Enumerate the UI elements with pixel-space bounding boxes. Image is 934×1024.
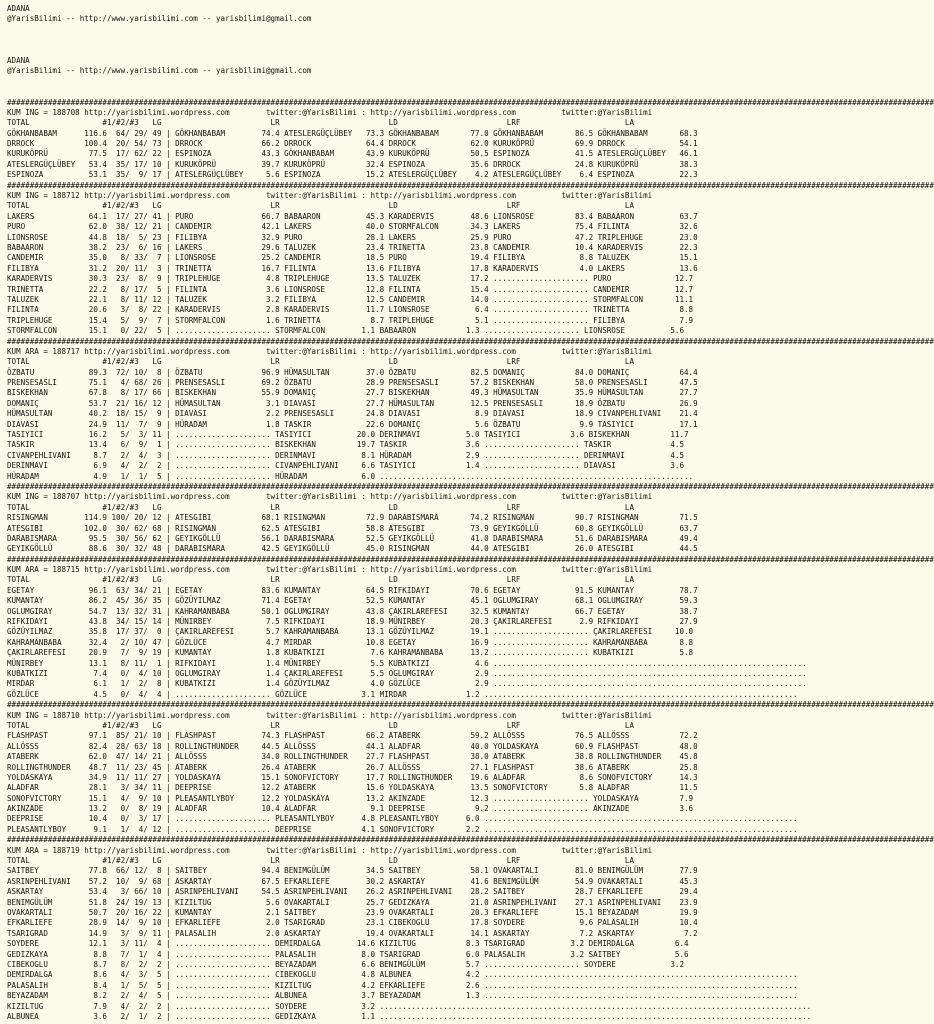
text-line: RISINGMAN 114.9 100/ 20/ 12 | ATESGIBI 68.1 RISINGMAN 72.9 DARABISMARA 74.2 RISINGMAN 90.7 RISINGMAN 71.5 bbox=[7, 513, 698, 523]
text-line: @YarisBilimi -- http://www.yarisbilimi.com -- yarisbilimi@gmail.com bbox=[7, 66, 312, 76]
text-line: TOTAL #1/#2/#3 LG LR LD LRF LA bbox=[7, 502, 635, 512]
text-line: ALBUNEA 3.6 2/ 1/ 2 | ..................... GEDIZKAYA 1.1 ............................................................................................... bbox=[7, 1011, 812, 1021]
text-line: KUM ING = 188708 http://yarisbilimi.wordpress.com twitter:@YarisBilimi : http://yarisbilimi.wordpress.com twitter:@YarisBilimi bbox=[7, 107, 653, 117]
text-line: TRINETTA 22.2 8/ 17/ 5 | FILINTA 3.6 LIONSROSE 12.8 FILINTA 15.4 ..................... CANDEMIR 12.7 bbox=[7, 284, 694, 294]
separator-line: ############################################################################################################################################################################################################ bbox=[7, 481, 934, 491]
text-line: DEMIRDALGA 8.6 4/ 3/ 5 | ..................... CIBEKOGLU 4.8 ALBUNEA 4.2 ..................................................................... bbox=[7, 970, 798, 980]
text-line: HÜRADAM 4.9 1/ 1/ 5 | ..................... HÜRADAM 6.0 ..................................................................... bbox=[7, 471, 694, 481]
text-line: DERINMAVI 6.9 4/ 2/ 2 | ..................... CIVANPEHLIVANI 6.6 TASIYICI 1.4 ..................... DIAVASI 3.6 bbox=[7, 461, 684, 471]
text-line: DRROCK 100.4 20/ 54/ 73 | DRROCK 66.2 DRROCK 64.4 DRROCK 62.0 KURUKÖPRÜ 69.9 DRROCK 54.1 bbox=[7, 139, 698, 149]
text-line: ASRINPEHLIVANI 57.2 10/ 9/ 68 | ASKARTAY 67.5 EFKARLIEFE 30.2 ASKARTAY 41.6 BENIMGÜLÜM 54.9 OVAKARTALI 45.3 bbox=[7, 876, 698, 886]
text-line: EFKARLIEFE 28.9 14/ 9/ 10 | EFKARLIEFE 2.0 TSARIGRAD 23.1 CIBEKOGLU 17.8 SOYDERE 9.6 PALASALIH 10.4 bbox=[7, 918, 698, 928]
text-line: DEEPRISE 10.4 0/ 3/ 17 | ..................... PLEASANTLYBOY 4.8 PLEASANTLYBOY 6.0 ..................................................................... bbox=[7, 814, 798, 824]
text-line: YOLDASKAYA 34.9 11/ 11/ 27 | YOLDASKAYA 15.1 SONOFVICTORY 17.7 ROLLINGTHUNDER 19.6 ALADFAR 8.6 SONOFVICTORY 14.3 bbox=[7, 772, 698, 782]
text-line: TSARIGRAD 14.9 3/ 9/ 11 | PALASALIH 2.0 ASKARTAY 19.4 OVAKARTALI 14.1 ASKARTAY 7.2 ASKARTAY 7.2 bbox=[7, 928, 698, 938]
text-line: GEYIKGÖLLÜ 88.6 30/ 32/ 48 | DARABISMARA 42.5 GEYIKGÖLLÜ 45.0 RISINGMAN 44.0 ATESGIBI 26.0 ATESGIBI 44.5 bbox=[7, 544, 698, 554]
text-line: SOYDERE 12.1 3/ 11/ 4 | ..................... DEMIRDALGA 14.6 KIZILTUG 8.3 TSARIGRAD 3.2 DEMIRDALGA 6.4 bbox=[7, 939, 689, 949]
text-line: KUM ING = 188707 http://yarisbilimi.wordpress.com twitter:@YarisBilimi : http://yarisbilimi.wordpress.com twitter:@YarisBilimi bbox=[7, 492, 653, 502]
text-line: ÖZBATU 89.3 72/ 10/ 8 | ÖZBATU 96.9 HÜMASULTAN 37.0 ÖZBATU 82.5 DOMANIÇ 84.0 DOMANIÇ 64.4 bbox=[7, 367, 698, 377]
separator-line: ############################################################################################################################################################################################################ bbox=[7, 97, 934, 107]
text-line: TOTAL #1/#2/#3 LG LR LD LRF LA bbox=[7, 720, 635, 730]
text-line: KUM ING = 188710 http://yarisbilimi.wordpress.com twitter:@YarisBilimi : http://yarisbilimi.wordpress.com twitter:@YarisBilimi bbox=[7, 710, 653, 720]
text-line bbox=[7, 77, 808, 87]
text-line: KUM ARA = 188715 http://yarisbilimi.wordpress.com twitter:@YarisBilimi : http://yarisbilimi.wordpress.com twitter:@YarisBilimi bbox=[7, 565, 653, 575]
separator-line: ############################################################################################################################################################################################################ bbox=[7, 700, 934, 710]
text-line: ADANA bbox=[7, 4, 30, 13]
text-line: FILINTA 20.6 3/ 8/ 22 | KARADERVIS 2.8 KARADERVIS 11.7 LIONSROSE 6.4 ..................... TRINETTA 8.8 bbox=[7, 305, 694, 315]
text-line: DOMANIÇ 53.7 21/ 16/ 12 | HÜMASULTAN 3.1 DIAVASI 27.7 HÜMASULTAN 12.5 PRENSESASLI 18.9 ÖZBATU 26.9 bbox=[7, 398, 698, 408]
text-line: TOTAL #1/#2/#3 LG LR LD LRF LA bbox=[7, 118, 635, 128]
text-line: BISKEKHAN 67.8 8/ 17/ 66 | BISKEKHAN 55.9 DOMANIÇ 27.7 BISKEKHAN 49.3 HÜMASULTAN 35.9 HÜMASULTAN 27.7 bbox=[7, 388, 698, 398]
text-line: SONOFVICTORY 15.1 4/ 9/ 10 | PLEASANTLYBOY 12.2 YOLDASKAYA 13.2 AKINZADE 12.3 ..................... YOLDASKAYA 7.9 bbox=[7, 793, 694, 803]
text-line: EGETAY 96.1 63/ 34/ 21 | EGETAY 83.6 KUMANTAY 64.5 RIFKIDAYI 70.6 EGETAY 91.5 KUMANTAY 78.7 bbox=[7, 585, 698, 595]
text-line: KURUKÖPRÜ 77.5 17/ 62/ 22 | ESPINOZA 43.3 GÖKHANBABAM 43.9 KURUKÖPRÜ 50.5 ESPINOZA 41.5 ATESLERGÜÇLÜBEY 46.1 bbox=[7, 149, 698, 159]
text-line: PRENSESASLI 75.1 4/ 68/ 26 | PRENSESASLI 69.2 ÖZBATU 28.9 PRENSESASLI 57.2 BISKEKHAN 58.0 PRENSESASLI 47.5 bbox=[7, 378, 698, 388]
text-line: TRIPLEHUGE 15.4 5/ 9/ 7 | STORMFALCON 1.6 TRINETTA 8.7 TRIPLEHUGE 5.1 ..................... FILIBYA 7.9 bbox=[7, 315, 694, 325]
text-line: KUM ARA = 188719 http://yarisbilimi.wordpress.com twitter:@YarisBilimi : http://yarisbilimi.wordpress.com twitter:@YarisBilimi bbox=[7, 845, 653, 855]
text-line: GÖKHANBABAM 116.6 64/ 29/ 49 | GÖKHANBABAM 74.4 ATESLERGÜÇLÜBEY 73.3 GÖKHANBABAM 77.0 GÖKHANBABAM 86.5 GÖKHANBABAM 68.3 bbox=[7, 128, 698, 138]
text-line: ASKARTAY 53.4 3/ 66/ 10 | ASRINPEHLIVANI 54.5 ASRINPEHLIVANI 26.2 ASRINPEHLIVANI 28.2 SAITBEY 28.7 EFKARLIEFE 29.4 bbox=[7, 887, 698, 897]
text-line: PALASALIH 8.4 1/ 5/ 5 | ..................... KIZILTUG 4.2 EFKARLIEFE 2.6 ..................................................................... bbox=[7, 980, 798, 990]
text-line: OGLUMGIRAY 54.7 13/ 32/ 31 | KAHRAMANBABA 50.1 OGLUMGIRAY 43.8 ÇAKIRLAREFESI 32.5 KUMANTAY 66.7 EGETAY 38.7 bbox=[7, 606, 698, 616]
text-line: TASKIR 13.4 6/ 9/ 1 | ..................... BISKEKHAN 19.7 TASKIR 3.6 ..................... TASKIR 4.5 bbox=[7, 440, 684, 450]
separator-line: ############################################################################################################################################################################################################ bbox=[7, 835, 934, 845]
text-line: ADANA bbox=[7, 55, 30, 65]
text-line: ROLLINGTHUNDER 48.7 11/ 23/ 45 | ATABERK 26.4 ATABERK 26.7 ALLÖSSS 27.1 FLASHPAST 38.6 ATABERK 25.8 bbox=[7, 762, 698, 772]
text-line: ATESGIBI 102.0 30/ 62/ 68 | RISINGMAN 62.5 ATESGIBI 58.8 ATESGIBI 73.9 GEYIKGÖLLÜ 60.8 GEYIKGÖLLÜ 63.7 bbox=[7, 523, 698, 533]
text-line: GÖZÜYILMAZ 35.8 17/ 37/ 0 | ÇAKIRLAREFESI 5.7 KAHRAMANBABA 13.1 GÖZÜYILMAZ 19.1 ..................... ÇAKIRLAREFESI 10.0 bbox=[7, 627, 694, 637]
separator-line: ############################################################################################################################################################################################################ bbox=[7, 554, 934, 564]
text-line: LAKERS 64.1 17/ 27/ 41 | PURO 66.7 BABAARON 45.3 KARADERVIS 48.6 LIONSROSE 83.4 BABAARON 63.7 bbox=[7, 211, 698, 221]
text-line: PURO 62.0 38/ 12/ 21 | CANDEMIR 42.1 LAKERS 40.0 STORMFALCON 34.3 LAKERS 75.4 FILINTA 32.6 bbox=[7, 222, 698, 232]
text-line: GÖZLÜCE 4.5 0/ 4/ 4 | ..................... GÖZLÜCE 3.1 MIRDAR 1.2 ..................................................................... bbox=[7, 689, 798, 699]
separator-line: ############################################################################################################################################################################################################ bbox=[7, 336, 934, 346]
text-line: STORMFALCON 15.1 0/ 22/ 5 | ..................... STORMFALCON 1.1 BABAARON 1.3 ..................... LIONSROSE 5.6 bbox=[7, 326, 684, 336]
separator-line: ############################################################################################################################################################################################################ bbox=[7, 180, 934, 190]
text-line: TOTAL #1/#2/#3 LG LR LD LRF LA bbox=[7, 575, 635, 585]
text-line: RIFKIDAYI 43.8 34/ 15/ 14 | MÜNIRBEY 7.5 RIFKIDAYI 18.9 MÜNIRBEY 20.3 ÇAKIRLAREFESI 2.9 RIFKIDAYI 27.9 bbox=[7, 617, 698, 627]
text-line: KUM ARA = 188717 http://yarisbilimi.wordpress.com twitter:@YarisBilimi : http://yarisbilimi.wordpress.com twitter:@YarisBilimi bbox=[7, 346, 653, 356]
text-line: OVAKARTALI 50.7 20/ 16/ 22 | KUMANTAY 2.1 SAITBEY 23.9 OVAKARTALI 20.3 EFKARLIEFE 15.1 BEYAZADAM 19.9 bbox=[7, 907, 698, 917]
text-line: BEYAZADAM 8.2 2/ 4/ 5 | ..................... ALBUNEA 3.7 BEYAZADAM 1.3 ..................................................................... bbox=[7, 991, 798, 1001]
text-line: CANDEMIR 35.0 8/ 33/ 7 | LIONSROSE 25.2 CANDEMIR 18.5 PURO 19.4 FILIBYA 8.8 TALUZEK 15.1 bbox=[7, 253, 698, 263]
text-line: @YarisBilimi -- http://www.yarisbilimi.com -- yarisbilimi@gmail.com bbox=[7, 14, 312, 24]
text-line: ESPINOZA 53.1 35/ 9/ 17 | ATESLERGÜÇLÜBEY 5.6 ESPINOZA 15.2 ATESLERGÜÇLÜBEY 4.2 ATESLERGÜÇLÜBEY 6.4 ESPINOZA 22.3 bbox=[7, 170, 698, 180]
text-line: CIBEKOGLU 8.7 8/ 2/ 2 | ..................... BEYAZADAM 6.6 BENIMGÜLÜM 5.7 ..................... SOYDERE 3.2 bbox=[7, 959, 684, 969]
text-line bbox=[7, 25, 808, 35]
text-line: LIONSROSE 44.8 18/ 5/ 23 | FILIBYA 32.9 PURO 28.1 LAKERS 25.9 PURO 47.2 TRIPLEHUGE 23.0 bbox=[7, 232, 698, 242]
text-line: PLEASANTLYBOY 9.1 1/ 4/ 12 | ..................... DEEPRISE 4.1 SONOFVICTORY 2.2 ..................................................................... bbox=[7, 824, 798, 834]
text-line: TASIYICI 16.2 5/ 3/ 11 | ..................... TASIYICI 20.0 DERINMAVI 5.0 TASIYICI 3.6 BISKEKHAN 11.7 bbox=[7, 430, 689, 440]
text-line: TALUZEK 22.1 8/ 11/ 12 | TALUZEK 3.2 FILIBYA 12.5 CANDEMIR 14.0 ..................... STORMFALCON 11.1 bbox=[7, 294, 694, 304]
text-line: BABAARON 38.2 23/ 6/ 16 | LAKERS 29.6 TALUZEK 23.4 TRINETTA 23.8 CANDEMIR 10.4 KARADERVIS 22.3 bbox=[7, 242, 698, 252]
text-line: FLASHPAST 97.1 85/ 21/ 10 | FLASHPAST 74.3 FLASHPAST 66.2 ATABERK 59.2 ALLÖSSS 76.5 ALLÖSSS 72.2 bbox=[7, 731, 698, 741]
text-line: ATABERK 62.0 47/ 14/ 21 | ALLÖSSS 34.0 ROLLINGTHUNDER 27.7 FLASHPAST 38.0 ATABERK 38.8 ROLLINGTHUNDER 45.8 bbox=[7, 752, 698, 762]
text-line: ÇAKIRLAREFESI 20.9 7/ 9/ 19 | KUMANTAY 1.8 KUBATKIZI 7.6 KAHRAMANBABA 13.2 ..................... KUBATKIZI 5.8 bbox=[7, 648, 694, 658]
text-line bbox=[7, 46, 808, 56]
text-line: TOTAL #1/#2/#3 LG LR LD LRF LA bbox=[7, 856, 635, 866]
text-line: ATESLERGÜÇLÜBEY 53.4 35/ 17/ 10 | KURUKÖPRÜ 39.7 KURUKÖPRÜ 32.4 ESPINOZA 35.6 DRROCK 24.8 KURUKÖPRÜ 38.3 bbox=[7, 159, 698, 169]
text-line: BENIMGÜLÜM 51.8 24/ 19/ 13 | KIZILTUG 5.6 OVAKARTALI 25.7 GEDIZKAYA 21.0 ASRINPEHLIVANI 27.1 ASRINPEHLIVANI 23.9 bbox=[7, 897, 698, 907]
text-line: ALLÖSSS 82.4 28/ 63/ 18 | ROLLINGTHUNDER 44.5 ALLÖSSS 44.1 ALADFAR 40.0 YOLDASKAYA 60.9 FLASHPAST 48.0 bbox=[7, 741, 698, 751]
text-line: KIZILTUG 7.9 4/ 2/ 2 | ..................... SOYDERE 3.2 ............................................................................................... bbox=[7, 1001, 812, 1011]
text-line bbox=[7, 87, 808, 97]
text-line: KUM ING = 188712 http://yarisbilimi.wordpress.com twitter:@YarisBilimi : http://yarisbilimi.wordpress.com twitter:@YarisBilimi bbox=[7, 191, 653, 201]
text-line: KARADERVIS 30.3 23/ 8/ 9 | TRIPLEHUGE 4.8 TRIPLEHUGE 13.5 TALUZEK 17.2 ..................... PURO 12.7 bbox=[7, 274, 694, 284]
text-line: TOTAL #1/#2/#3 LG LR LD LRF LA bbox=[7, 357, 635, 367]
text-line: FILIBYA 31.2 20/ 11/ 3 | TRINETTA 16.7 FILINTA 13.6 FILIBYA 17.8 KARADERVIS 4.0 LAKERS 13.6 bbox=[7, 263, 698, 273]
text-line: GEDIZKAYA 8.8 7/ 1/ 4 | ..................... PALASALIH 8.0 TSARIGRAD 6.0 PALASALIH 3.2 SAITBEY 5.6 bbox=[7, 949, 689, 959]
text-line bbox=[7, 35, 808, 45]
text-line: CIVANPEHLIVANI 8.7 2/ 4/ 3 | ..................... DERINMAVI 8.1 HÜRADAM 2.9 ..................... DERINMAVI 4.5 bbox=[7, 450, 684, 460]
text-line: TOTAL #1/#2/#3 LG LR LD LRF LA bbox=[7, 201, 635, 211]
text-line: KUBATKIZI 7.4 0/ 4/ 10 | OGLUMGIRAY 1.4 ÇAKIRLAREFESI 5.5 OGLUMGIRAY 2.9 ..................................................................... bbox=[7, 669, 807, 678]
text-line: MIRDAR 6.1 1/ 2/ 8 | KUBATKIZI 1.4 GÖZÜYILMAZ 4.0 GÖZLÜCE 2.9 ..................................................................... bbox=[7, 679, 807, 689]
text-line: KUMANTAY 86.2 45/ 36/ 35 | GÖZÜYILMAZ 71.4 EGETAY 52.5 KUMANTAY 45.1 OGLUMGIRAY 68.1 OGLUMGIRAY 59.3 bbox=[7, 596, 698, 606]
text-line: KAHRAMANBABA 32.4 2/ 10/ 47 | GÖZLÜCE 4.7 MIRDAR 10.8 EGETAY 16.9 ..................... KAHRAMANBABA 8.8 bbox=[7, 637, 694, 647]
text-line: HÜMASULTAN 40.2 18/ 15/ 9 | DIAVASI 2.2 PRENSESASLI 24.8 DIAVASI 8.9 DIAVASI 18.9 CIVANPEHLIVANI 21.4 bbox=[7, 409, 698, 419]
text-line: SAITBEY 77.8 66/ 12/ 8 | SAITBEY 94.4 BENIMGÜLÜM 34.5 SAITBEY 58.1 OVAKARTALI 81.0 BENIMGÜLÜM 77.9 bbox=[7, 866, 698, 876]
text-line: MÜNIRBEY 13.1 8/ 11/ 1 | RIFKIDAYI 1.4 MÜNIRBEY 5.5 KUBATKIZI 4.6 ..................................................................... bbox=[7, 658, 807, 668]
text-line: DIAVASI 24.9 11/ 7/ 9 | HÜRADAM 1.8 TASKIR 22.6 DOMANIÇ 5.6 ÖZBATU 9.9 TASIYICI 17.1 bbox=[7, 419, 698, 429]
text-line: ALADFAR 28.1 3/ 34/ 11 | DEEPRISE 12.2 ATABERK 15.6 YOLDASKAYA 13.5 SONOFVICTORY 5.8 ALADFAR 11.5 bbox=[7, 783, 698, 793]
text-line: AKINZADE 13.2 0/ 8/ 19 | ALADFAR 10.4 ALADFAR 9.1 DEEPRISE 9.2 ..................... AKINZADE 3.6 bbox=[7, 804, 694, 814]
text-line: DARABISMARA 95.5 30/ 56/ 62 | GEYIKGÖLLÜ 56.1 DARABISMARA 52.5 GEYIKGÖLLÜ 41.0 DARABISMARA 51.6 DARABISMARA 49.4 bbox=[7, 533, 698, 543]
